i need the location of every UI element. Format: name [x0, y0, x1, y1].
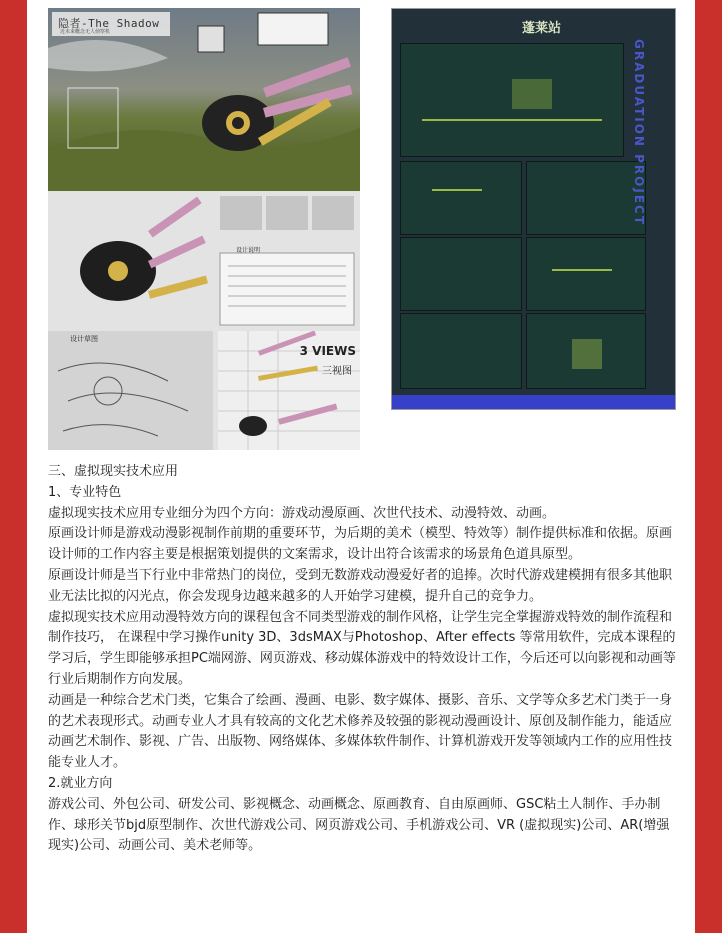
paragraph: 原画设计师是当下行业中非常热门的岗位，受到无数游戏动漫爱好者的追捧。次时代游戏建模拥有很多其他职业无法比拟的闪光点，你会发现身边越来越多的人开始学习建模，提升自己的竞争力。: [48, 567, 673, 604]
poster-subtitle: 近未来概念无人侦察机: [60, 29, 111, 35]
scene-panel-1: [400, 161, 522, 235]
drone-render-scene: [48, 8, 360, 191]
paragraph: 虚拟现实技术应用专业细分为四个方向：游戏动漫原画、次世代技术、动漫特效、动画。: [48, 505, 556, 521]
paragraph: 原画设计师是游戏动漫影视制作前期的重要环节，为后期的美术（模型、特效等）制作提供标准和依据。原画设计师的工作内容主要是根据策划提供的文案需求，设计出符合该需求的场景角色道具原型。: [48, 526, 673, 563]
sketch-panel: [48, 331, 213, 450]
scene-panel-2: [526, 161, 646, 235]
design-notes-label: 设计说明: [236, 247, 261, 254]
three-views-sub: 三视图: [322, 366, 352, 377]
three-views-label: 3 VIEWS: [299, 344, 356, 358]
poster-title: 隐者-The Shadow: [58, 17, 160, 30]
blue-stripe: [392, 395, 675, 409]
article-body: [48, 462, 678, 857]
scene-panel-4: [526, 237, 646, 311]
drone-design-poster: [48, 8, 360, 450]
scene-panel-5: [400, 313, 522, 389]
graduation-project-poster: [391, 8, 676, 410]
section-heading: 三、虚拟现实技术应用: [48, 464, 179, 479]
page: [27, 0, 695, 933]
subsection-1-heading: 1、专业特色: [48, 484, 122, 500]
graduation-project-text: GRADUATION PROJECT: [632, 39, 646, 227]
sketch-label: 设计草图: [70, 335, 98, 343]
paragraph: 虚拟现实技术应用动漫特效方向的课程包含不同类型游戏的制作风格，让学生完全掌握游戏特效的制作流程和制作技巧， 在课程中学习操作unity 3D、3dsMAX与Photoshop、After effects 等常用软件，完成本课程的学习后，学生即能够承担PC端网游、网页游戏、移动媒体游戏中的特效设计工作，今后还可以向影视和动画等行业后期制作方向发展。: [48, 609, 676, 687]
paragraph: 游戏公司、外包公司、研发公司、影视概念、动画概念、原画教育、自由原画师、GSC粘土人制作、手办制作、球形关节bjd原型制作、次世代游戏公司、网页游戏公司、手机游戏公司、VR (虚拟现实)公司、AR(增强现实)公司、动画公司、美术老师等。: [48, 796, 670, 854]
paragraph: 动画是一种综合艺术门类，它集合了绘画、漫画、电影、数字媒体、摄影、音乐、文学等众多艺术门类于一身的艺术表现形式。动画专业人才具有较高的文化艺术修养及较强的影视动漫画设计、原创及制作能力，能适应动画艺术制作、影视、广告、出版物、网络媒体、多媒体软件制作、计算机游戏开发等领域内工作的应用性技能专业人才。: [48, 692, 673, 771]
poster-title-box: [52, 12, 170, 36]
design-diagram: [48, 191, 360, 331]
subsection-2-heading: 2.就业方向: [48, 775, 113, 791]
scene-title: 蓬莱站: [522, 21, 562, 36]
scene-panel-3: [400, 237, 522, 311]
